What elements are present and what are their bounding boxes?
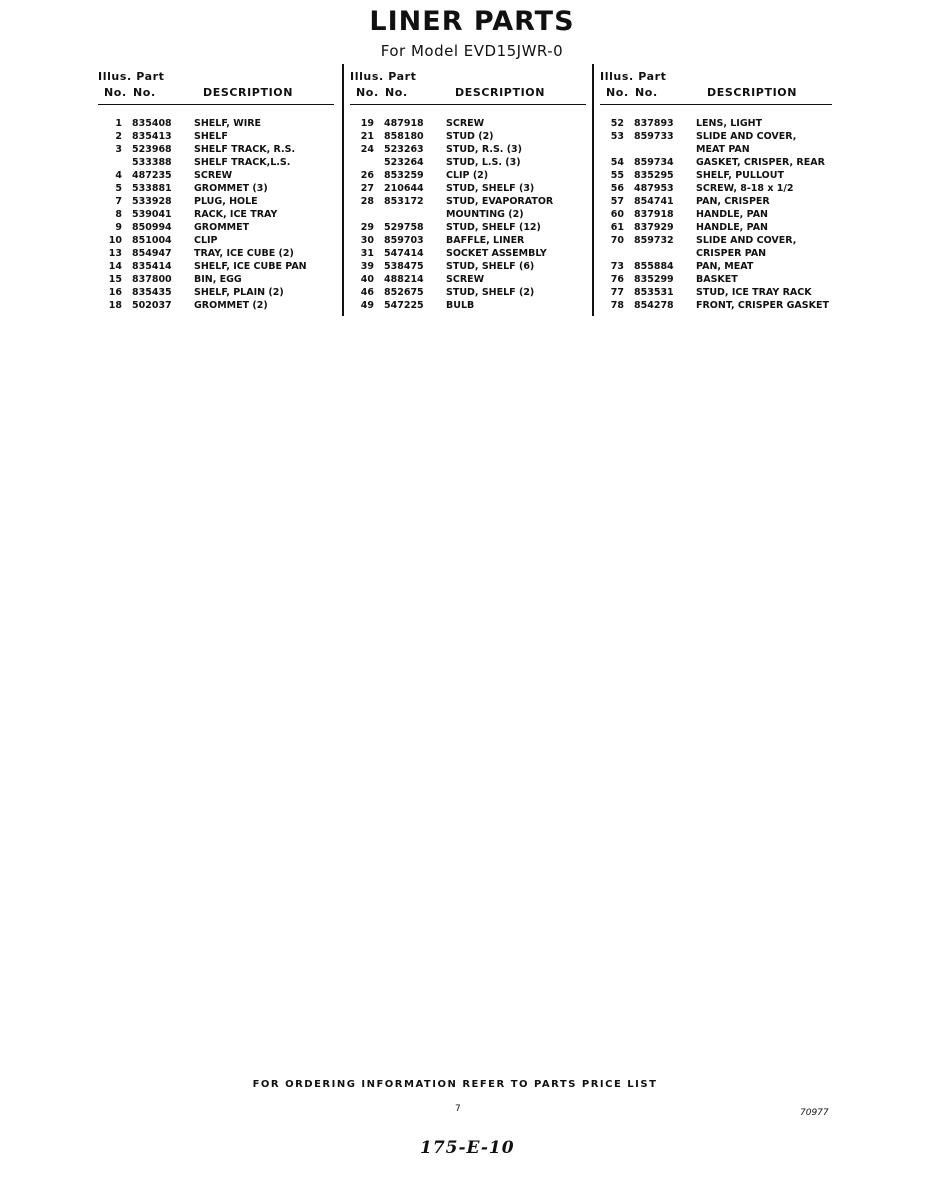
model-subtitle: For Model EVD15JWR-0 — [380, 42, 564, 60]
part-number: 523968 — [132, 144, 172, 155]
table-row — [98, 130, 334, 143]
column-header — [98, 68, 334, 105]
part-description: STUD, SHELF (6) — [446, 261, 535, 272]
part-number: 853531 — [634, 287, 674, 298]
table-row — [600, 247, 832, 260]
illus-number: 1 — [115, 118, 122, 129]
part-description: PAN, CRISPER — [696, 196, 770, 207]
part-description: SHELF TRACK, R.S. — [194, 144, 296, 155]
handwritten-annotation: 175-E-10 — [420, 1138, 515, 1158]
page-title: LINER PARTS — [369, 6, 575, 37]
part-description: GROMMET — [194, 222, 250, 233]
illus-number: 3 — [115, 144, 122, 155]
header-illus-no: No. — [104, 86, 127, 99]
illus-number: 26 — [360, 170, 374, 181]
table-row — [600, 234, 832, 247]
header-illus-part: Illus. Part — [98, 70, 165, 83]
part-number: 547414 — [384, 248, 424, 259]
table-row — [350, 286, 586, 299]
part-number: 837918 — [634, 209, 674, 220]
part-description: GROMMET (3) — [194, 183, 268, 194]
part-number: 837929 — [634, 222, 674, 233]
part-description: MOUNTING (2) — [446, 209, 524, 220]
table-row — [98, 260, 334, 273]
table-row — [98, 169, 334, 182]
part-description: FRONT, CRISPER GASKET — [696, 300, 829, 311]
parts-column-1 — [98, 68, 334, 312]
part-number: 533388 — [132, 157, 172, 168]
part-description: BULB — [446, 300, 475, 311]
illus-number: 54 — [610, 157, 624, 168]
part-description: STUD, R.S. (3) — [446, 144, 522, 155]
illus-number: 56 — [610, 183, 624, 194]
table-row — [600, 143, 832, 156]
part-description: SHELF, PULLOUT — [696, 170, 784, 181]
illus-number: 77 — [610, 287, 624, 298]
part-number: 855884 — [634, 261, 674, 272]
column-divider — [342, 64, 344, 316]
part-number: 854947 — [132, 248, 172, 259]
part-description: BASKET — [696, 274, 738, 285]
table-row — [600, 156, 832, 169]
table-row — [98, 143, 334, 156]
illus-number: 61 — [610, 222, 624, 233]
table-row — [600, 286, 832, 299]
part-number: 835414 — [132, 261, 172, 272]
illus-number: 52 — [610, 118, 624, 129]
table-row — [600, 182, 832, 195]
table-row — [98, 195, 334, 208]
part-number: 210644 — [384, 183, 424, 194]
header-description: DESCRIPTION — [707, 86, 798, 99]
part-number: 854278 — [634, 300, 674, 311]
part-number: 835299 — [634, 274, 674, 285]
table-row — [600, 117, 832, 130]
table-row — [98, 221, 334, 234]
illus-number: 57 — [610, 196, 624, 207]
part-number: 835408 — [132, 118, 172, 129]
part-description: SCREW, 8-18 x 1/2 — [696, 183, 794, 194]
table-row — [350, 208, 586, 221]
illus-number: 24 — [360, 144, 374, 155]
header-description: DESCRIPTION — [455, 86, 546, 99]
table-row — [350, 234, 586, 247]
table-row — [350, 130, 586, 143]
part-number: 837893 — [634, 118, 674, 129]
table-row — [350, 299, 586, 312]
part-number: 859703 — [384, 235, 424, 246]
table-row — [98, 208, 334, 221]
illus-number: 30 — [360, 235, 374, 246]
illus-number: 21 — [360, 131, 374, 142]
table-row — [350, 273, 586, 286]
part-number: 859732 — [634, 235, 674, 246]
part-number: 854741 — [634, 196, 674, 207]
illus-number: 18 — [108, 300, 122, 311]
header-description: DESCRIPTION — [203, 86, 294, 99]
table-row — [600, 195, 832, 208]
part-description: STUD, SHELF (3) — [446, 183, 535, 194]
table-row — [600, 130, 832, 143]
part-description: STUD, ICE TRAY RACK — [696, 287, 812, 298]
header-illus-no: No. — [606, 86, 629, 99]
illus-number: 49 — [360, 300, 374, 311]
illus-number: 60 — [610, 209, 624, 220]
part-number: 853259 — [384, 170, 424, 181]
table-row — [600, 221, 832, 234]
illus-number: 9 — [115, 222, 122, 233]
illus-number: 2 — [115, 131, 122, 142]
part-description: SCREW — [446, 274, 485, 285]
illus-number: 8 — [115, 209, 122, 220]
illus-number: 76 — [610, 274, 624, 285]
part-description: PAN, MEAT — [696, 261, 754, 272]
table-row — [98, 182, 334, 195]
part-number: 853172 — [384, 196, 424, 207]
part-description: HANDLE, PAN — [696, 222, 768, 233]
part-number: 538475 — [384, 261, 424, 272]
table-row — [350, 260, 586, 273]
table-row — [350, 117, 586, 130]
header-illus-part: Illus. Part — [350, 70, 417, 83]
illus-number: 46 — [360, 287, 374, 298]
part-number: 502037 — [132, 300, 172, 311]
illus-number: 78 — [610, 300, 624, 311]
illus-number: 31 — [360, 248, 374, 259]
table-row — [600, 273, 832, 286]
illus-number: 15 — [108, 274, 122, 285]
part-description: SCREW — [446, 118, 485, 129]
part-number: 488214 — [384, 274, 424, 285]
part-number: 851004 — [132, 235, 172, 246]
part-description: BIN, EGG — [194, 274, 242, 285]
illus-number: 19 — [360, 118, 374, 129]
document-code: 70977 — [800, 1108, 829, 1118]
part-number: 523264 — [384, 157, 424, 168]
table-row — [600, 169, 832, 182]
part-description: SLIDE AND COVER, — [696, 131, 797, 142]
parts-list — [600, 117, 832, 312]
part-description: HANDLE, PAN — [696, 209, 768, 220]
part-description: CLIP (2) — [446, 170, 489, 181]
table-row — [350, 195, 586, 208]
part-number: 850994 — [132, 222, 172, 233]
part-number: 547225 — [384, 300, 424, 311]
part-number: 835435 — [132, 287, 172, 298]
part-number: 835295 — [634, 170, 674, 181]
part-description: SLIDE AND COVER, — [696, 235, 797, 246]
table-row — [600, 208, 832, 221]
illus-number: 7 — [115, 196, 122, 207]
illus-number: 27 — [360, 183, 374, 194]
part-description: RACK, ICE TRAY — [194, 209, 278, 220]
part-number: 487953 — [634, 183, 674, 194]
part-number: 858180 — [384, 131, 424, 142]
part-description: BAFFLE, LINER — [446, 235, 525, 246]
part-description: SHELF TRACK,L.S. — [194, 157, 291, 168]
ordering-note: FOR ORDERING INFORMATION REFER TO PARTS PRICE LIST — [252, 1079, 658, 1090]
table-row — [600, 260, 832, 273]
part-number: 859734 — [634, 157, 674, 168]
column-header — [350, 68, 586, 105]
part-number: 859733 — [634, 131, 674, 142]
illus-number: 4 — [115, 170, 122, 181]
header-part-no: No. — [635, 86, 658, 99]
part-description: PLUG, HOLE — [194, 196, 258, 207]
illus-number: 10 — [108, 235, 122, 246]
part-description: SCREW — [194, 170, 233, 181]
illus-number: 5 — [115, 183, 122, 194]
illus-number: 16 — [108, 287, 122, 298]
header-illus-part: Illus. Part — [600, 70, 667, 83]
table-row — [350, 221, 586, 234]
part-description: STUD, SHELF (12) — [446, 222, 541, 233]
part-description: CLIP — [194, 235, 218, 246]
table-row — [98, 117, 334, 130]
table-row — [600, 299, 832, 312]
part-description: STUD, SHELF (2) — [446, 287, 535, 298]
parts-list — [350, 117, 586, 312]
parts-column-2 — [350, 68, 586, 312]
table-row — [350, 143, 586, 156]
table-row — [350, 156, 586, 169]
column-header — [600, 68, 832, 105]
table-row — [98, 299, 334, 312]
part-description: LENS, LIGHT — [696, 118, 763, 129]
part-number: 837800 — [132, 274, 172, 285]
part-number: 487918 — [384, 118, 424, 129]
illus-number: 28 — [360, 196, 374, 207]
table-row — [350, 247, 586, 260]
column-divider — [592, 64, 594, 316]
illus-number: 39 — [360, 261, 374, 272]
illus-number: 53 — [610, 131, 624, 142]
table-row — [98, 286, 334, 299]
part-description: SOCKET ASSEMBLY — [446, 248, 547, 259]
illus-number: 55 — [610, 170, 624, 181]
part-number: 533881 — [132, 183, 172, 194]
part-description: MEAT PAN — [696, 144, 750, 155]
part-description: STUD (2) — [446, 131, 494, 142]
part-number: 529758 — [384, 222, 424, 233]
part-description: CRISPER PAN — [696, 248, 767, 259]
part-description: SHELF, ICE CUBE PAN — [194, 261, 307, 272]
part-description: STUD, EVAPORATOR — [446, 196, 554, 207]
illus-number: 70 — [610, 235, 624, 246]
illus-number: 14 — [108, 261, 122, 272]
part-number: 533928 — [132, 196, 172, 207]
header-illus-no: No. — [356, 86, 379, 99]
parts-list — [98, 117, 334, 312]
part-description: SHELF, WIRE — [194, 118, 262, 129]
part-number: 523263 — [384, 144, 424, 155]
part-description: GROMMET (2) — [194, 300, 268, 311]
part-number: 835413 — [132, 131, 172, 142]
table-row — [350, 169, 586, 182]
table-row — [98, 247, 334, 260]
illus-number: 73 — [610, 261, 624, 272]
illus-number: 40 — [360, 274, 374, 285]
parts-column-3 — [600, 68, 832, 312]
table-row — [98, 234, 334, 247]
table-row — [350, 182, 586, 195]
part-description: SHELF, PLAIN (2) — [194, 287, 284, 298]
part-number: 852675 — [384, 287, 424, 298]
header-part-no: No. — [385, 86, 408, 99]
table-row — [98, 273, 334, 286]
header-part-no: No. — [133, 86, 156, 99]
part-number: 487235 — [132, 170, 172, 181]
part-description: SHELF — [194, 131, 228, 142]
part-number: 539041 — [132, 209, 172, 220]
illus-number: 13 — [108, 248, 122, 259]
page-number: 7 — [455, 1104, 461, 1114]
illus-number: 29 — [360, 222, 374, 233]
part-description: STUD, L.S. (3) — [446, 157, 521, 168]
part-description: GASKET, CRISPER, REAR — [696, 157, 825, 168]
part-description: TRAY, ICE CUBE (2) — [194, 248, 294, 259]
table-row — [98, 156, 334, 169]
